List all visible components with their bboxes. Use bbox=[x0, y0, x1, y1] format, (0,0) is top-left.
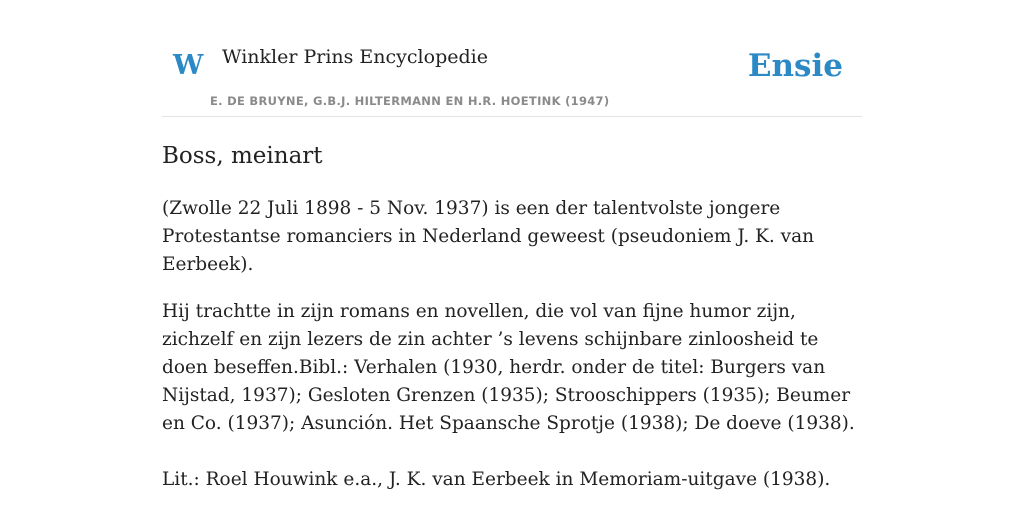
source-logo[interactable]: W bbox=[173, 50, 204, 81]
article-paragraph: (Zwolle 22 Juli 1898 - 5 Nov. 1937) is een der talentvolste jongere Protestantse romanciers in Nederland geweest (pseudoniem J. K. van Eerbeek). bbox=[162, 198, 815, 275]
header bbox=[162, 0, 862, 117]
source-authors: E. DE BRUYNE, G.B.J. HILTERMANN EN H.R. HOETINK (1947) bbox=[210, 94, 610, 108]
article-title: Boss, meinart bbox=[162, 143, 323, 169]
page bbox=[162, 0, 862, 494]
source-title[interactable]: Winkler Prins Encyclopedie bbox=[222, 46, 488, 68]
article-paragraph: Hij trachtte in zijn romans en novellen, die vol van fijne humor zijn, zichzelf en zijn lezers de zin achter ’s levens schijnbare zinloosheid te doen beseffen.Bibl.: Verhalen (1930, herdr. onder de titel: Burgers van Nijstad, 1937); Gesloten Grenzen (1935); Strooschippers (1935); Beumer en Co. (1937); Asunción. Het Spaansche Sprotje (1938); De doeve (1938). bbox=[162, 301, 855, 434]
article-paragraph: Lit.: Roel Houwink e.a., J. K. van Eerbeek in Memoriam-uitgave (1938). bbox=[162, 469, 831, 490]
ensie-logo-link[interactable]: Ensie bbox=[747, 48, 843, 84]
